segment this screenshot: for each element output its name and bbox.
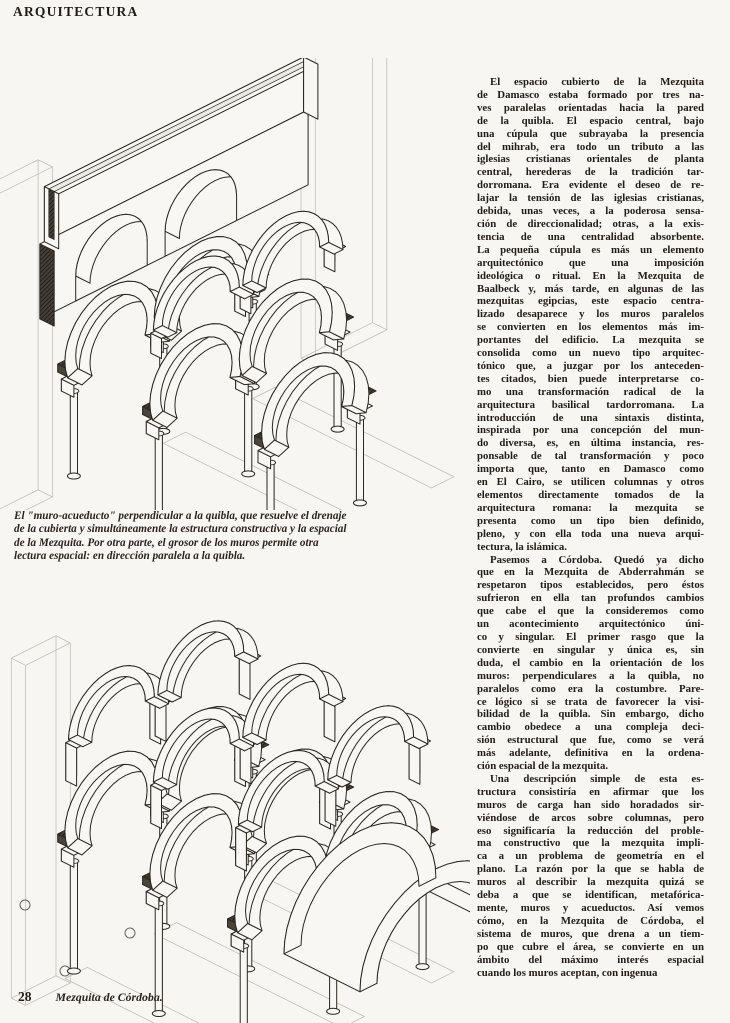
article-text-line: Una descripción simple de esta es- <box>490 772 704 785</box>
article-text-line: muros al describir la mezquita quizá se <box>477 876 704 889</box>
article-text-line: sistema de muros, que drena a un tiem- <box>477 927 704 940</box>
article-text-line: bilidad de la quibla. Sin embargo, dicho <box>477 708 704 721</box>
article-text-line: convierte en singular y única es, sin <box>477 643 704 656</box>
article-text-line: arquitectónico que una imposición <box>477 256 704 269</box>
article-text-line: ce lógico si se trata de favorecer la visi- <box>477 695 704 708</box>
article-text-line: do diversa, es, en última instancia, res- <box>477 437 704 450</box>
article-text-line: de la quibla. El espacio central, bajo <box>477 114 704 127</box>
article-text-line: que en la Mezquita de Abderrahmán se <box>477 566 704 579</box>
article-text-line: eso significaría la reducción del proble- <box>477 824 704 837</box>
article-text-line: duda, el cambio en la orientación de los <box>477 656 704 669</box>
article-text-line: debida, unas veces, a la poderosa sensa- <box>477 205 704 218</box>
article-text-line: ca a un problema de geometría en el <box>477 850 704 863</box>
article-text-line: del mihrab, era todo un tributo a las <box>477 140 704 153</box>
figure-caption-line: lectura espacial: en dirección paralela a la quibla. <box>14 550 246 563</box>
article-text-line: dorromana. Era evidente el deseo de re- <box>477 179 704 192</box>
article-text-line: tónico que, a juzgar por los anteceden- <box>477 359 704 372</box>
article-text-line: El espacio cubierto de la Mezquita <box>490 76 704 88</box>
article-text-line: mo una transformación radical de la <box>477 385 704 398</box>
article-text-line: sión estructural que fue, como se verá <box>477 734 704 747</box>
article-text-line: portantes del edificio. La mezquita se <box>477 334 704 347</box>
article-text-line: po que cubre el área, se convierte en un <box>477 940 704 953</box>
article-text-line: viéndose de arcos sobre columnas, pero <box>477 811 704 824</box>
figure-bottom-axonometric-drawing <box>0 575 470 1023</box>
article-text-line: un acontecimiento arquitectónico úni- <box>477 618 704 631</box>
article-text-line: arquitectura basilical tardorromana. La <box>477 398 704 411</box>
figure-caption-line: de la Mezquita. Por otra parte, el grosor de los muros permite otra <box>14 536 319 549</box>
article-text-line: presenta como un tipo bien definido, <box>477 514 704 527</box>
figure-top-axonometric-drawing <box>0 58 460 510</box>
article-text-line: se convierten en los elementos más im- <box>477 321 704 334</box>
article-text-line: de Damasco estaba formado por tres na- <box>477 88 704 101</box>
article-text-line: plano. La razón por la que se habla de <box>477 863 704 876</box>
article-text-line: mente, muros y acueductos. Así vemos <box>477 902 704 914</box>
article-text-line: Baalbeck y, más tarde, en algunas de las <box>477 282 704 295</box>
article-text-line: sufrieron en ella tan profundos cambios <box>477 592 704 605</box>
article-text-line: inspirada por una concepción del mun- <box>477 424 704 437</box>
article-text-line: co y singular. El primer rasgo que la <box>477 630 704 643</box>
article-text-line: pleno, y con ella toda una nueva arqui- <box>477 527 704 540</box>
arcades-vault-axonometric-icon <box>0 575 470 1023</box>
article-text-line: ámbito del máximo interés espacial <box>477 953 704 966</box>
article-text-line: tectura, la islámica. <box>477 540 567 553</box>
article-text-line: iglesias cristianas orientales de planta <box>477 153 704 166</box>
article-text-line: tes citados, bien puede interpretarse co- <box>477 372 704 385</box>
figure-caption <box>14 510 446 564</box>
article-text-line: lajar la tensión de las iglesias cristianas, <box>477 192 704 205</box>
figure-caption-line: El "muro-acueducto" perpendicular a la quibla, que resuelve el drenaje <box>14 510 347 522</box>
article-text-line: paralelos como era la costumbre. Pare- <box>477 682 704 695</box>
article-text-line: una cúpula que subrayaba la presencia <box>477 127 704 140</box>
article-text-line: lizado desaparece y los muros paralelos <box>477 308 704 321</box>
article-text-line: ción espacial de la mezquita. <box>477 760 609 773</box>
article-text-line: Pasemos a Córdoba. Quedó ya dicho <box>490 553 704 566</box>
article-text-line: cómo, en la Mezquita de Córdoba, el <box>477 914 704 927</box>
article-text-line: introducción de una sintaxis distinta, <box>477 411 704 424</box>
article-text-line: ponsable de tal transformación y poco <box>477 450 704 463</box>
article-column <box>477 76 704 979</box>
article-text-line: central, herederas de la tradición tar- <box>477 166 704 179</box>
muro-acueducto-axonometric-icon <box>0 58 460 510</box>
page-number: 28 <box>18 989 32 1004</box>
article-text-line: deba a que se identifican, metafórica- <box>477 889 704 902</box>
article-text-line: ideológica o ritual. En la Mezquita de <box>477 269 704 282</box>
page-header-title: ARQUITECTURA <box>13 4 139 19</box>
article-text-line: arquitectura romana: la mezquita se <box>477 501 704 514</box>
article-text-line: que cabe el que la consideremos como <box>477 605 704 618</box>
article-text-line: más adelante, definitiva en la ordena- <box>477 747 704 760</box>
article-text-line: cambio obedece a una compleja deci- <box>477 721 704 734</box>
article-text-line: elementos directamente tomados de la <box>477 489 704 501</box>
article-text-line: La pequeña cúpula es más un elemento <box>477 243 704 256</box>
article-text-line: importa que, tanto en Damasco como <box>477 463 704 476</box>
article-text-line: consolida como un nuevo tipo arquitec- <box>477 347 704 360</box>
figure-caption-line: de la cubierta y simultáneamente la estructura constructiva y la espacial <box>14 523 347 536</box>
article-text-line: muros: perpendiculares a la quibla, no <box>477 669 704 682</box>
article-text-line: respetaron tipos establecidos, pero éstos <box>477 579 704 592</box>
article-text-line: ves paralelas orientadas hacia la pared <box>477 101 704 114</box>
article-text-line: en El Cairo, se utilicen columnas y otros <box>477 476 704 489</box>
article-text-line: ción de direccionalidad; otras, a la exis- <box>477 217 704 230</box>
article-text-line: tencia de una centralidad absorbente. <box>477 230 704 243</box>
page-footer <box>18 989 163 1005</box>
article-text-line: tructura consistiría en afirmar que los <box>477 785 704 798</box>
footer-caption: Mezquita de Córdoba. <box>55 990 163 1004</box>
article-text-line: mezquitas egipcias, este espacio centra- <box>477 295 704 308</box>
article-text-line: cuando los muros aceptan, con ingenua <box>477 966 658 979</box>
article-text-line: muros de carga han sido horadados sir- <box>477 798 704 811</box>
article-text-line: ma constructivo que la mezquita impli- <box>477 837 704 850</box>
